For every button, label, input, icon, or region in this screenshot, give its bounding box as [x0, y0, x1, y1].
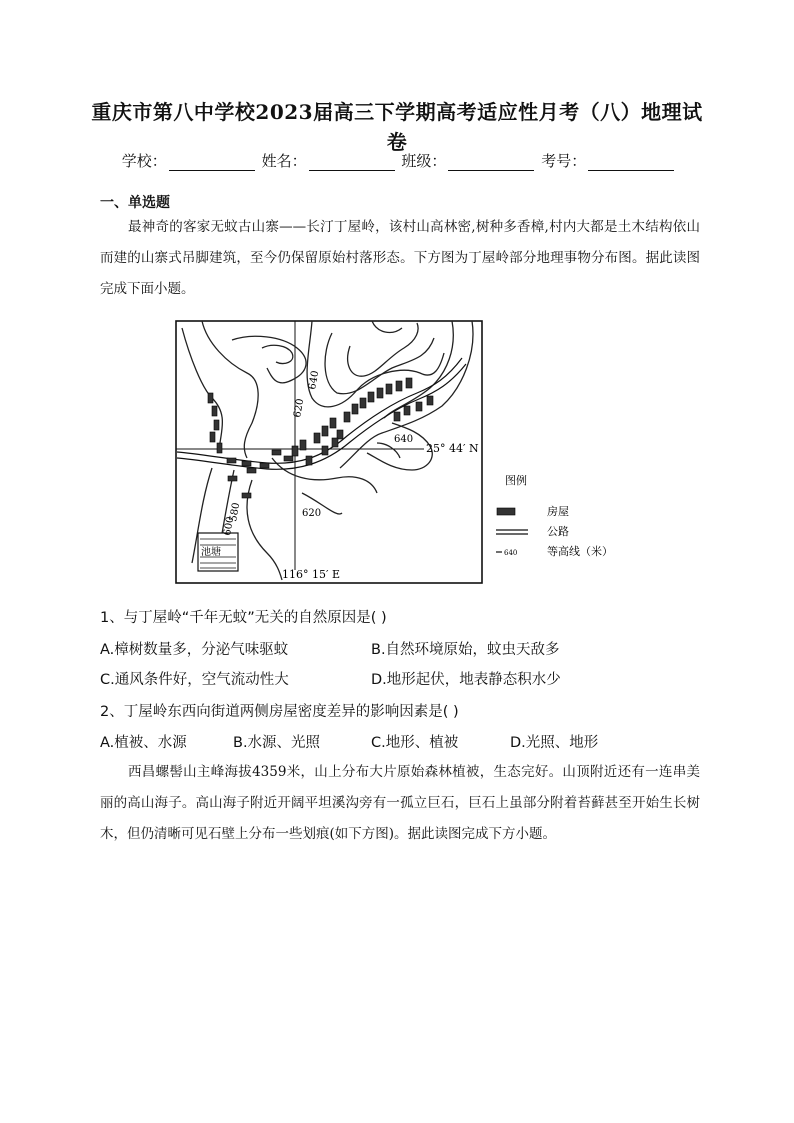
question-1-stem: 1、与丁屋岭“千年无蚊”无关的自然原因是( ): [100, 610, 387, 626]
contour-label-620-bottom: 620: [302, 508, 322, 519]
name-blank: [309, 154, 395, 171]
legend-title: 图例: [505, 474, 527, 487]
legend-road-label: 公路: [547, 525, 569, 538]
school-blank: [169, 154, 255, 171]
exam-number-label: 考号：: [541, 152, 587, 170]
legend-house-label: 房屋: [547, 505, 569, 518]
q1-option-a[interactable]: A.樟树数量多，分泌气味驱蚊: [100, 642, 289, 658]
legend-contour-sample: 640: [504, 549, 518, 557]
student-info-line: [0, 150, 794, 171]
legend-contour-label: 等高线（米）: [547, 545, 613, 558]
exam-number-blank: [588, 154, 674, 171]
q2-option-c[interactable]: C.地形、植被: [371, 735, 459, 751]
exam-title-line2: 卷: [386, 130, 408, 154]
contour-label-580: 580: [228, 501, 243, 523]
contour-label-620-top: 620: [292, 397, 307, 419]
passage-2: 西昌螺髻山主峰海拔4359米，山上分布大片原始森林植被，生态完好。山顶附近还有一连串美丽的高山海子。高山海子附近开阔平坦溪沟旁有一孤立巨石，巨石上虽部分附着苔藓甚至开始生长树木，但仍清晰可见石壁上分布一些划痕(如下方图)。据此读图完成下方小题。: [100, 764, 700, 842]
section-title: 一、单选题: [100, 195, 170, 211]
exam-title-line1: 重庆市第八中学校2023届高三下学期高考适应性月考（八）地理试: [91, 100, 703, 124]
passage-1: 最神奇的客家无蚊古山寨——长汀丁屋岭，该村山高林密,树种多香樟,村内大都是土木结构依山而建的山寨式吊脚建筑，至今仍保留原始村落形态。下方图为丁屋岭部分地理事物分布图。据此读图完成下面小题。: [100, 219, 700, 297]
contour-label-600: 600: [222, 515, 237, 537]
pond-label: 池塘: [201, 547, 221, 558]
q2-option-d[interactable]: D.光照、地形: [510, 735, 599, 751]
q1-option-d[interactable]: D.地形起伏，地表静态积水少: [371, 672, 561, 688]
q2-option-b[interactable]: B.水源、光照: [233, 735, 321, 751]
q1-option-c[interactable]: C.通风条件好，空气流动性大: [100, 672, 289, 688]
q1-option-b[interactable]: B.自然环境原始，蚊虫天敌多: [371, 642, 560, 658]
q2-option-a[interactable]: A.植被、水源: [100, 735, 187, 751]
contour-label-640-right: 640: [394, 434, 414, 445]
latitude-label: 25° 44′ N: [426, 442, 479, 455]
name-label: 姓名：: [261, 152, 307, 170]
longitude-label: 116° 15′ E: [282, 568, 341, 581]
question-2-stem: 2、丁屋岭东西向街道两侧房屋密度差异的影响因素是( ): [100, 704, 459, 720]
village-map: [172, 318, 632, 588]
class-label: 班级：: [401, 152, 447, 170]
class-blank: [448, 154, 534, 171]
legend-house-symbol: [497, 508, 515, 515]
contour-label-640-top: 640: [307, 369, 322, 391]
school-label: 学校：: [121, 152, 167, 170]
